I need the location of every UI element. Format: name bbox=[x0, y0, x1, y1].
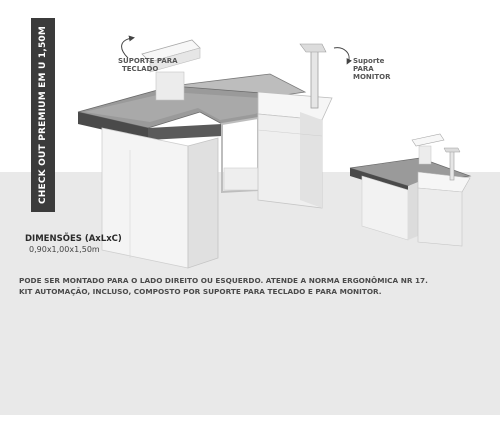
keyboard-callout-arrow bbox=[122, 38, 132, 58]
banner-title: CHECK OUT PREMIUM EM U 1,50M bbox=[38, 25, 48, 205]
secondary-checkout-counter bbox=[350, 134, 470, 246]
dimensions-value: 0,90x1,00x1,50m bbox=[29, 245, 100, 254]
monitor-callout-line1: Suporte bbox=[353, 57, 385, 65]
monitor-callout-arrow bbox=[334, 48, 349, 62]
monitor-support-callout bbox=[353, 57, 391, 81]
monitor-callout-line3: MONITOR bbox=[353, 73, 391, 81]
keyboard-callout-line2: TECLADO bbox=[122, 65, 159, 73]
description-line-1: PODE SER MONTADO PARA O LADO DIREITO OU ESQUERDO. ATENDE A NORMA ERGONÔMICA NR 17. bbox=[19, 276, 428, 285]
keyboard-callout-line1: SUPORTE PARA bbox=[118, 57, 178, 65]
keyboard-support-callout bbox=[118, 57, 178, 73]
monitor-callout-line2: PARA bbox=[353, 65, 374, 73]
description-line-2: KIT AUTOMAÇÃO, INCLUSO, COMPOSTO POR SUPORTE PARA TECLADO E PARA MONITOR. bbox=[19, 287, 382, 296]
dimensions-label: DIMENSÕES (AxLxC) bbox=[25, 234, 122, 244]
